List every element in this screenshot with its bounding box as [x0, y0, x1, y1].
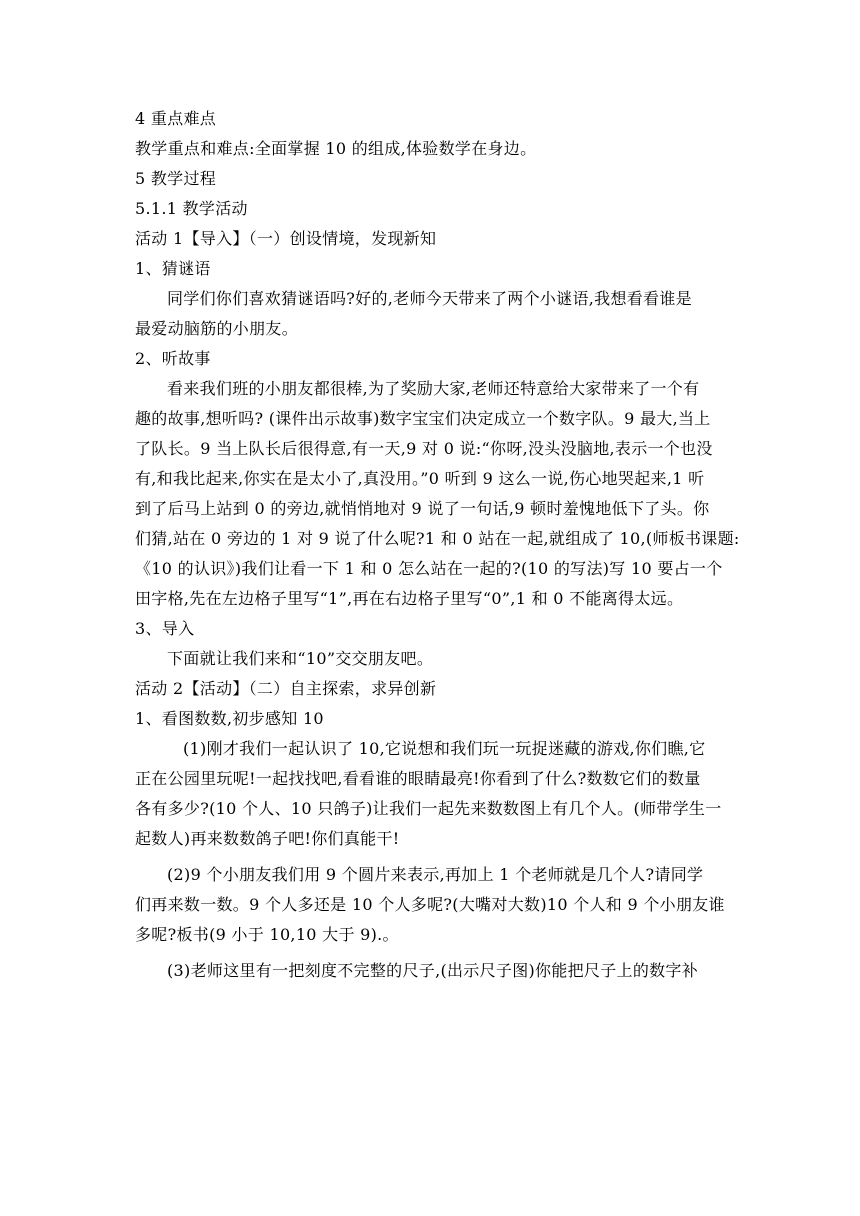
paragraph: [135, 374, 740, 614]
paragraph: 下面就让我们来和“10”交交朋友吧。: [167, 649, 434, 668]
paragraph-line: 了队长。9 当上队长后很得意,有一天,9 对 0 说:“你呀,没头没脑地,表示一个也没: [135, 439, 713, 458]
paragraph-line: 有,和我比起来,你实在是太小了,真没用。”0 听到 9 这么一说,伤心地哭起来,1 听: [135, 469, 705, 488]
paragraph-line: (3)老师这里有一把刻度不完整的尺子,(出示尺子图)你能把尺子上的数字补: [167, 961, 699, 980]
activity-heading: 活动 2【活动】（二）自主探索，求异创新: [135, 679, 437, 698]
paragraph-line: 起数人)再来数数鸽子吧!你们真能干!: [135, 829, 400, 848]
subsection-heading: 5.1.1 教学活动: [135, 199, 248, 218]
step-heading: 2、听故事: [135, 349, 211, 368]
step-heading: 3、导入: [135, 619, 195, 638]
paragraph-line: 田字格,先在左边格子里写“1”,再在右边格子里写“0”,1 和 0 不能离得太远。: [135, 589, 684, 608]
step-heading: 1、猜谜语: [135, 259, 211, 278]
paragraph: [135, 956, 732, 986]
paragraph-line: 趣的故事,想听吗? (课件出示故事)数字宝宝们决定成立一个数字队。9 最大,当上: [135, 409, 711, 428]
paragraph-line: 看来我们班的小朋友都很棒,为了奖励大家,老师还特意给大家带来了一个有: [167, 379, 700, 398]
paragraph-line: (2)9 个小朋友我们用 9 个圆片来表示,再加上 1 个老师就是几个人?请同学: [167, 865, 704, 884]
paragraph-line: 多呢?板书(9 小于 10,10 大于 9).。: [135, 925, 399, 944]
paragraph-line: 同学们你们喜欢猜谜语吗?好的,老师今天带来了两个小谜语,我想看看谁是: [167, 289, 692, 308]
paragraph-line: (1)刚才我们一起认识了 10,它说想和我们玩一玩捉迷藏的游戏,你们瞧,它: [183, 739, 706, 758]
paragraph: [135, 734, 732, 854]
paragraph-line: 正在公园里玩呢!一起找找吧,看看谁的眼睛最亮!你看到了什么?数数它们的数量: [135, 769, 701, 788]
section-heading: 4 重点难点: [135, 109, 217, 128]
section-heading: 5 教学过程: [135, 169, 217, 188]
paragraph-line: 最爱动脑筋的小朋友。: [135, 319, 299, 338]
paragraph: [135, 860, 732, 950]
paragraph-line: 《10 的认识》)我们让看一下 1 和 0 怎么站在一起的?(10 的写法)写 10 要占一个: [135, 559, 723, 578]
paragraph: [135, 284, 732, 344]
paragraph: 教学重点和难点:全面掌握 10 的组成,体验数学在身边。: [135, 139, 537, 158]
step-heading: 1、看图数数,初步感知 10: [135, 709, 324, 728]
paragraph-line: 们猜,站在 0 旁边的 1 对 9 说了什么呢?1 和 0 站在一起,就组成了 10,(师板书课题:: [135, 529, 740, 548]
paragraph-line: 们再来数一数。9 个人多还是 10 个人多呢?(大嘴对大数)10 个人和 9 个小朋友谁: [135, 895, 725, 914]
document-body: [135, 104, 740, 986]
activity-heading: 活动 1【导入】（一）创设情境，发现新知: [135, 229, 437, 248]
paragraph-line: 各有多少?(10 个人、10 只鸽子)让我们一起先来数数图上有几个人。(师带学生一: [135, 799, 722, 818]
paragraph-line: 到了后马上站到 0 的旁边,就悄悄地对 9 说了一句话,9 顿时羞愧地低下了头。你: [135, 499, 710, 518]
